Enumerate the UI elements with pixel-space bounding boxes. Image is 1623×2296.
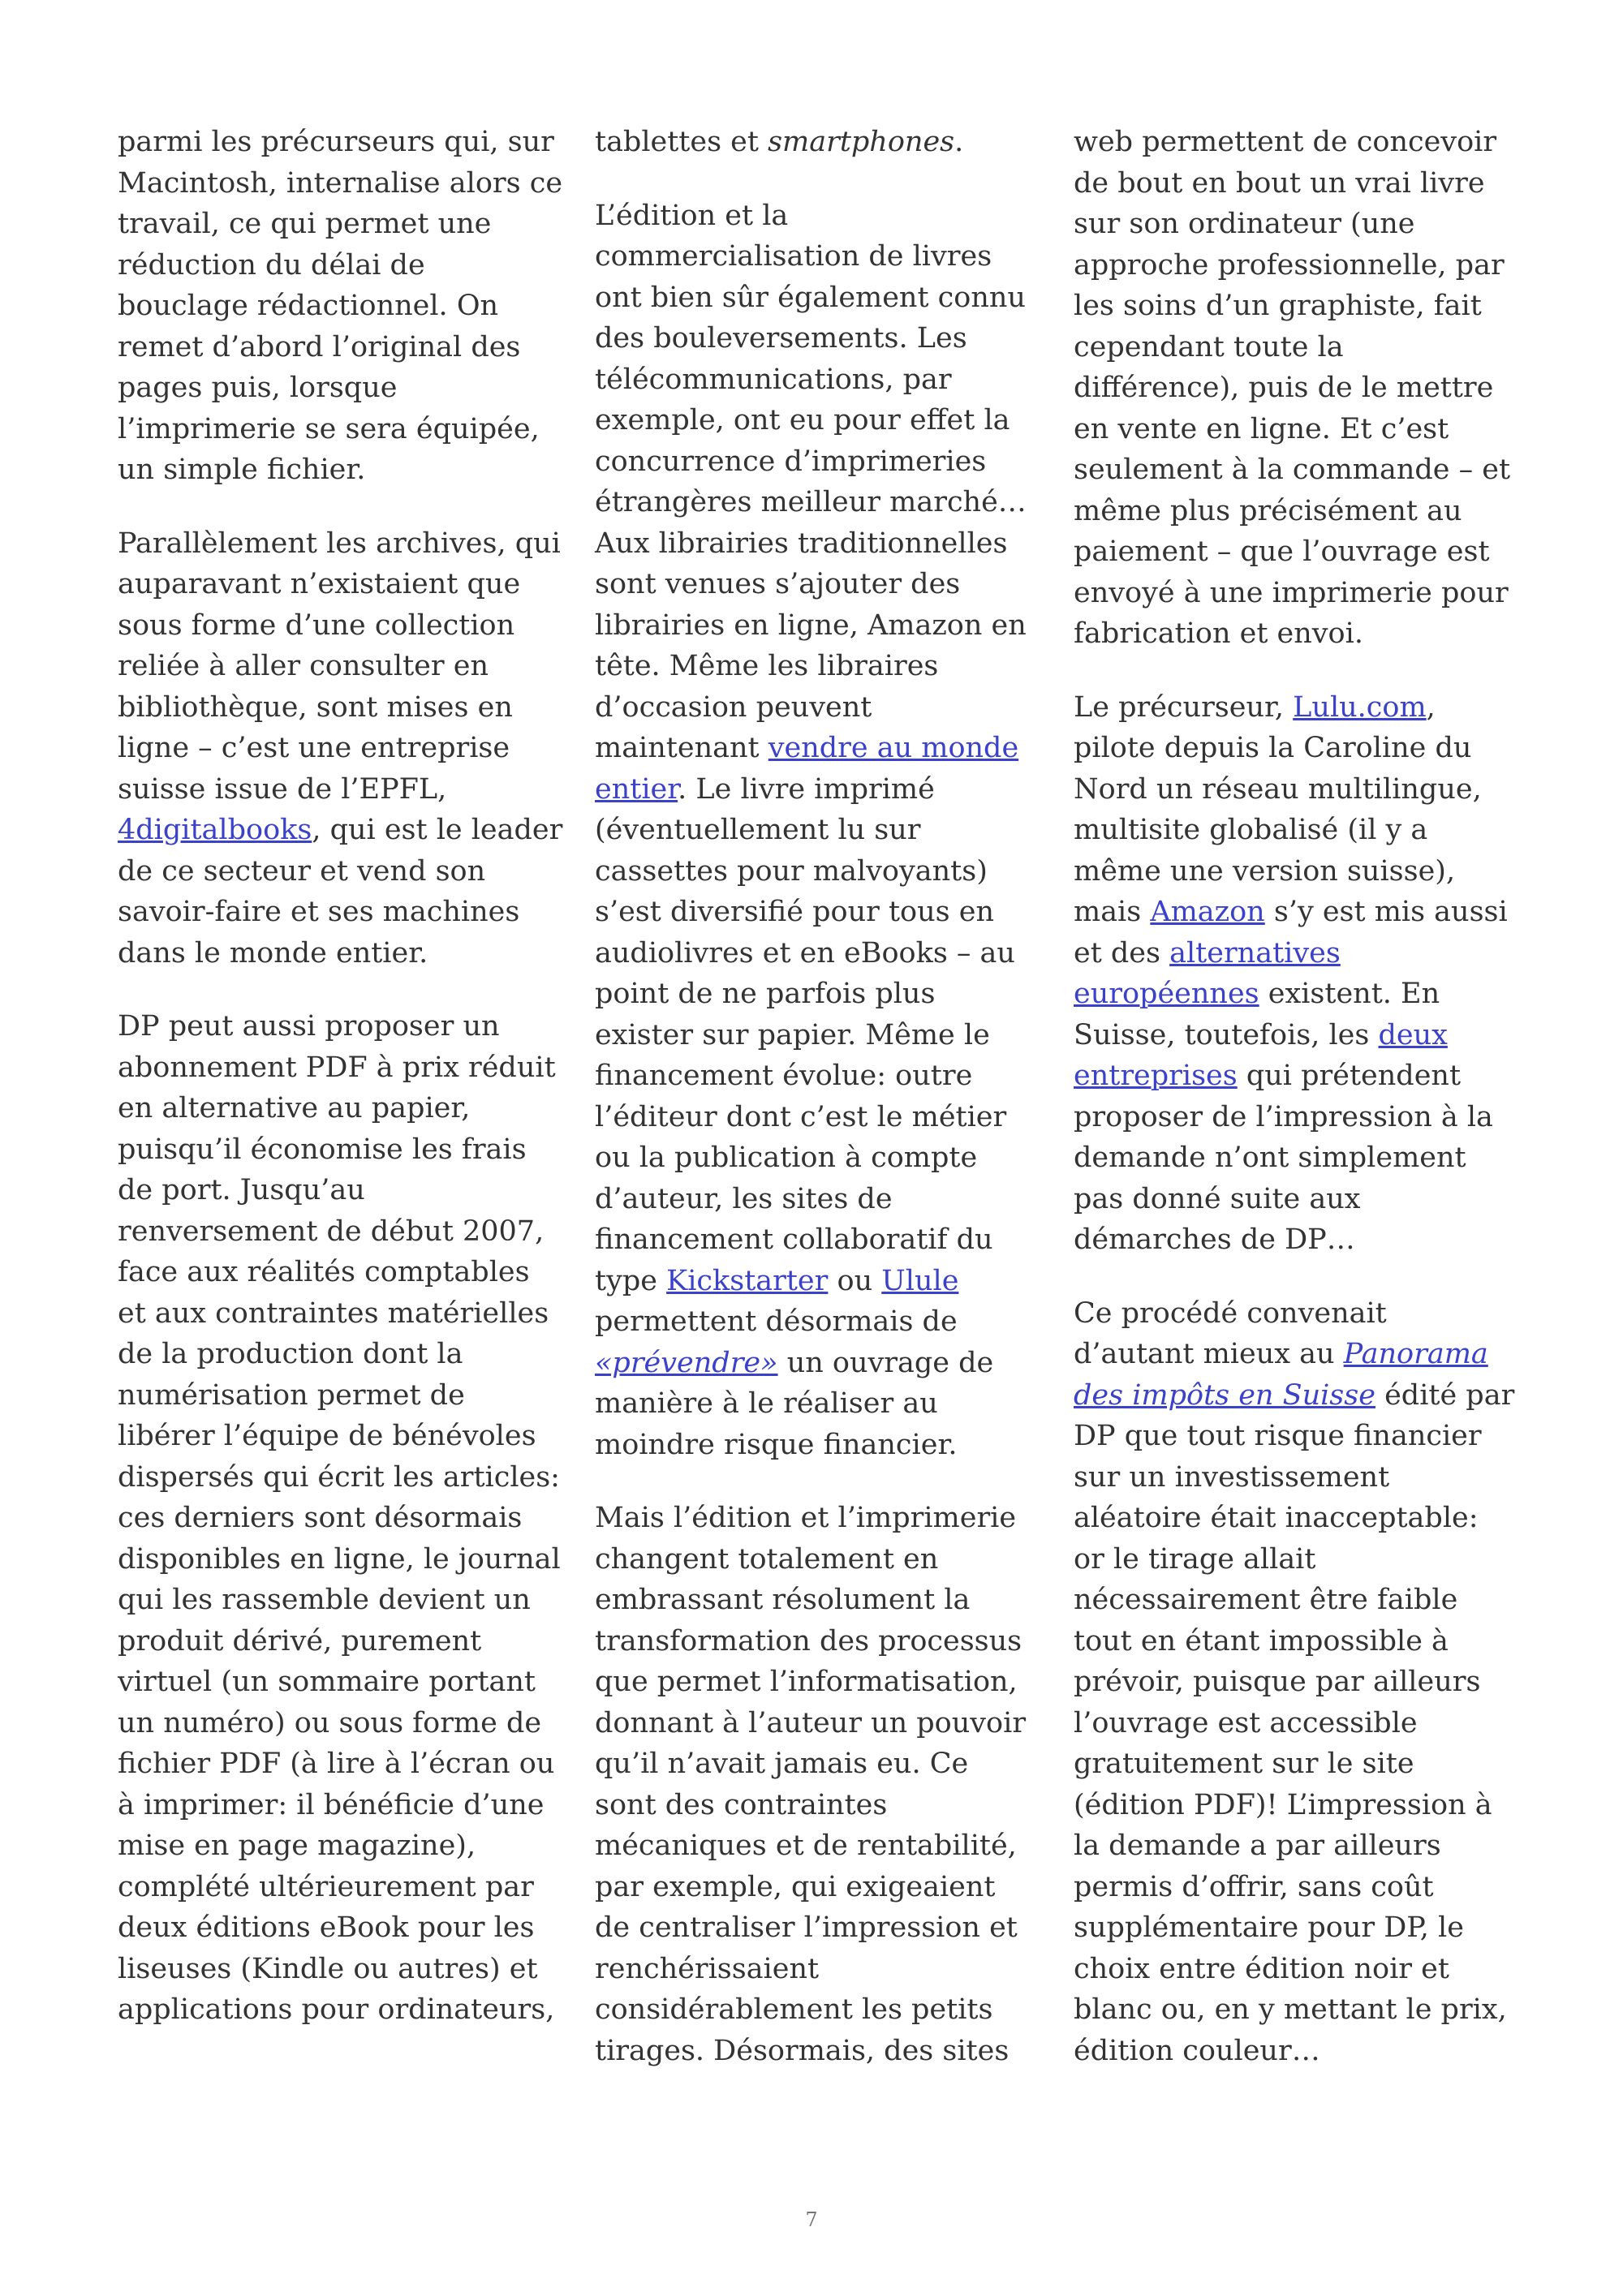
text: , qui est le leader de ce secteur et vend son savoir-faire et ses machines dans le monde entier. <box>118 814 563 970</box>
paragraph <box>118 523 564 974</box>
link-kickstarter[interactable]: Kickstarter <box>666 1264 829 1297</box>
paragraph <box>595 122 1037 163</box>
column-3 <box>1074 122 1516 2104</box>
text: s’y est mis aussi et des <box>1074 896 1508 970</box>
column-1 <box>118 122 564 2063</box>
text: . Le livre imprimé (éventuellement lu sur cassettes pour malvoyants) s’est diversifié pour tous en audiolivres et en eBooks – au point de ne parfois plus exister sur papier. Même le financement évolue: outre l’éditeur dont c’est le métier ou la publication à compte d’auteur, les sites de financement collaboratif du type <box>595 772 1015 1297</box>
text: DP peut aussi proposer un abonnement PDF à prix réduit en alternative au papier, puisqu’il économise les frais de port. Jusqu’au renversement de début 2007, face aux réalités comptables et aux contraintes matérielles de la production dont la numérisation permet de libérer l’équipe de bénévoles dispersés qui écrit les articles: ces derniers sont désormais disponibles en ligne, le journal qui les rassemble devient un produit dérivé, purement virtuel (un sommaire portant un numéro) ou sous forme de fichier PDF (à lire à l’écran ou à imprimer: il bénéficie d’une mise en page magazine), complété ultérieurement par deux éditions eBook pour les liseuses (Kindle ou autres) et applications pour ordinateurs, <box>118 1010 561 2026</box>
text: L’édition et la commercialisation de livres ont bien sûr également connu des bouleversements. Les télécommunications, par exemple, ont eu pour effet la concurrence d’imprimeries étrangères meilleur marché… Aux librairies traditionnelles sont venues s’ajouter des librairies en ligne, Amazon en tête. Même les libraires d’occasion peuvent maintenant <box>595 199 1027 764</box>
link-4digitalbooks[interactable]: 4digitalbooks <box>118 814 312 846</box>
text: parmi les précurseurs qui, sur Macintosh, internalise alors ce travail, ce qui permet une réduction du délai de bouclage rédactionnel. On remet d’abord l’original des pages puis, lorsque l’imprimerie se sera équipée, un simple fichier. <box>118 126 563 486</box>
link-europeennes[interactable]: européennes <box>1074 978 1259 1010</box>
text: un ouvrage de manière à le réaliser au moindre risque financier. <box>595 1346 994 1461</box>
italic-text: smartphones <box>768 126 955 158</box>
text: permettent désormais de <box>595 1305 958 1338</box>
text: . <box>954 126 964 158</box>
text: qui prétendent proposer de l’impression à la demande n’ont simplement pas donné suite aux démarches de DP… <box>1074 1060 1493 1256</box>
paragraph <box>1074 687 1516 1261</box>
text: existent. En Suisse, toutefois, les <box>1074 978 1440 1051</box>
link-vendre-au-monde-entier[interactable]: vendre au monde entier <box>595 732 1019 806</box>
page-number: 7 <box>805 2208 818 2231</box>
paragraph <box>1074 122 1516 655</box>
paragraph <box>1074 1293 1516 2072</box>
link-alternatives[interactable]: alternatives <box>1169 936 1341 970</box>
link-panorama-des-impots[interactable]: Panorama des impôts en Suisse <box>1074 1338 1488 1412</box>
link-lulu[interactable]: Lulu.com <box>1293 690 1427 724</box>
text: web permettent de concevoir de bout en bout un vrai livre sur son ordinateur (une approche professionnelle, par les soins d’un graphiste, fait cependant toute la différence), puis de le mettre en vente en ligne. Et c’est seulement à la commande – et même plus précisément au paiement – que l’ouvrage est envoyé à une imprimerie pour fabrication et envoi. <box>1074 126 1511 650</box>
text: Ce procédé convenait d’autant mieux au <box>1074 1296 1387 1370</box>
text: édité par DP que tout risque financier sur un investissement aléatoire était inacceptable: or le tirage allait nécessairement être faible tout en étant impossible à prévoir, puisque par ailleurs l’ouvrage est accessible gratuitement sur le site (édition PDF)! L’impression à la demande a par ailleurs permis d’offrir, sans coût supplémentaire pour DP, le choix entre édition noir et blanc ou, en y mettant le prix, édition couleur… <box>1074 1378 1515 2067</box>
column-2 <box>595 122 1037 2104</box>
text: Le précurseur, <box>1074 690 1294 724</box>
paragraph <box>118 1006 564 2031</box>
text: , pilote depuis la Caroline du Nord un réseau multilingue, multisite globalisé (il y a même une version suisse), mais <box>1074 690 1482 928</box>
link-ulule[interactable]: Ulule <box>881 1264 959 1297</box>
link-deux[interactable]: deux <box>1378 1018 1448 1051</box>
link-amazon[interactable]: Amazon <box>1150 896 1265 928</box>
paragraph <box>595 1498 1037 2071</box>
text: tablettes et <box>595 126 768 158</box>
text: Mais l’édition et l’imprimerie changent totalement en embrassant résolument la transformation des processus que permet l’informatisation, donnant à l’auteur un pouvoir qu’il n’avait jamais eu. Ce sont des contraintes mécaniques et de rentabilité, par exemple, qui exigeaient de centraliser l’impression et renchérissaient considérablement les petits tirages. Désormais, des sites <box>595 1502 1027 2067</box>
text: ou <box>828 1264 882 1297</box>
paragraph <box>595 196 1037 1466</box>
text: Parallèlement les archives, qui auparavant n’existaient que sous forme d’une collection reliée à aller consulter en bibliothèque, sont mises en ligne – c’est une entreprise suisse issue de l’EPFL, <box>118 527 561 806</box>
link-prevendre[interactable]: «prévendre» <box>595 1346 778 1379</box>
link-entreprises[interactable]: entreprises <box>1074 1060 1238 1092</box>
paragraph <box>118 122 564 491</box>
